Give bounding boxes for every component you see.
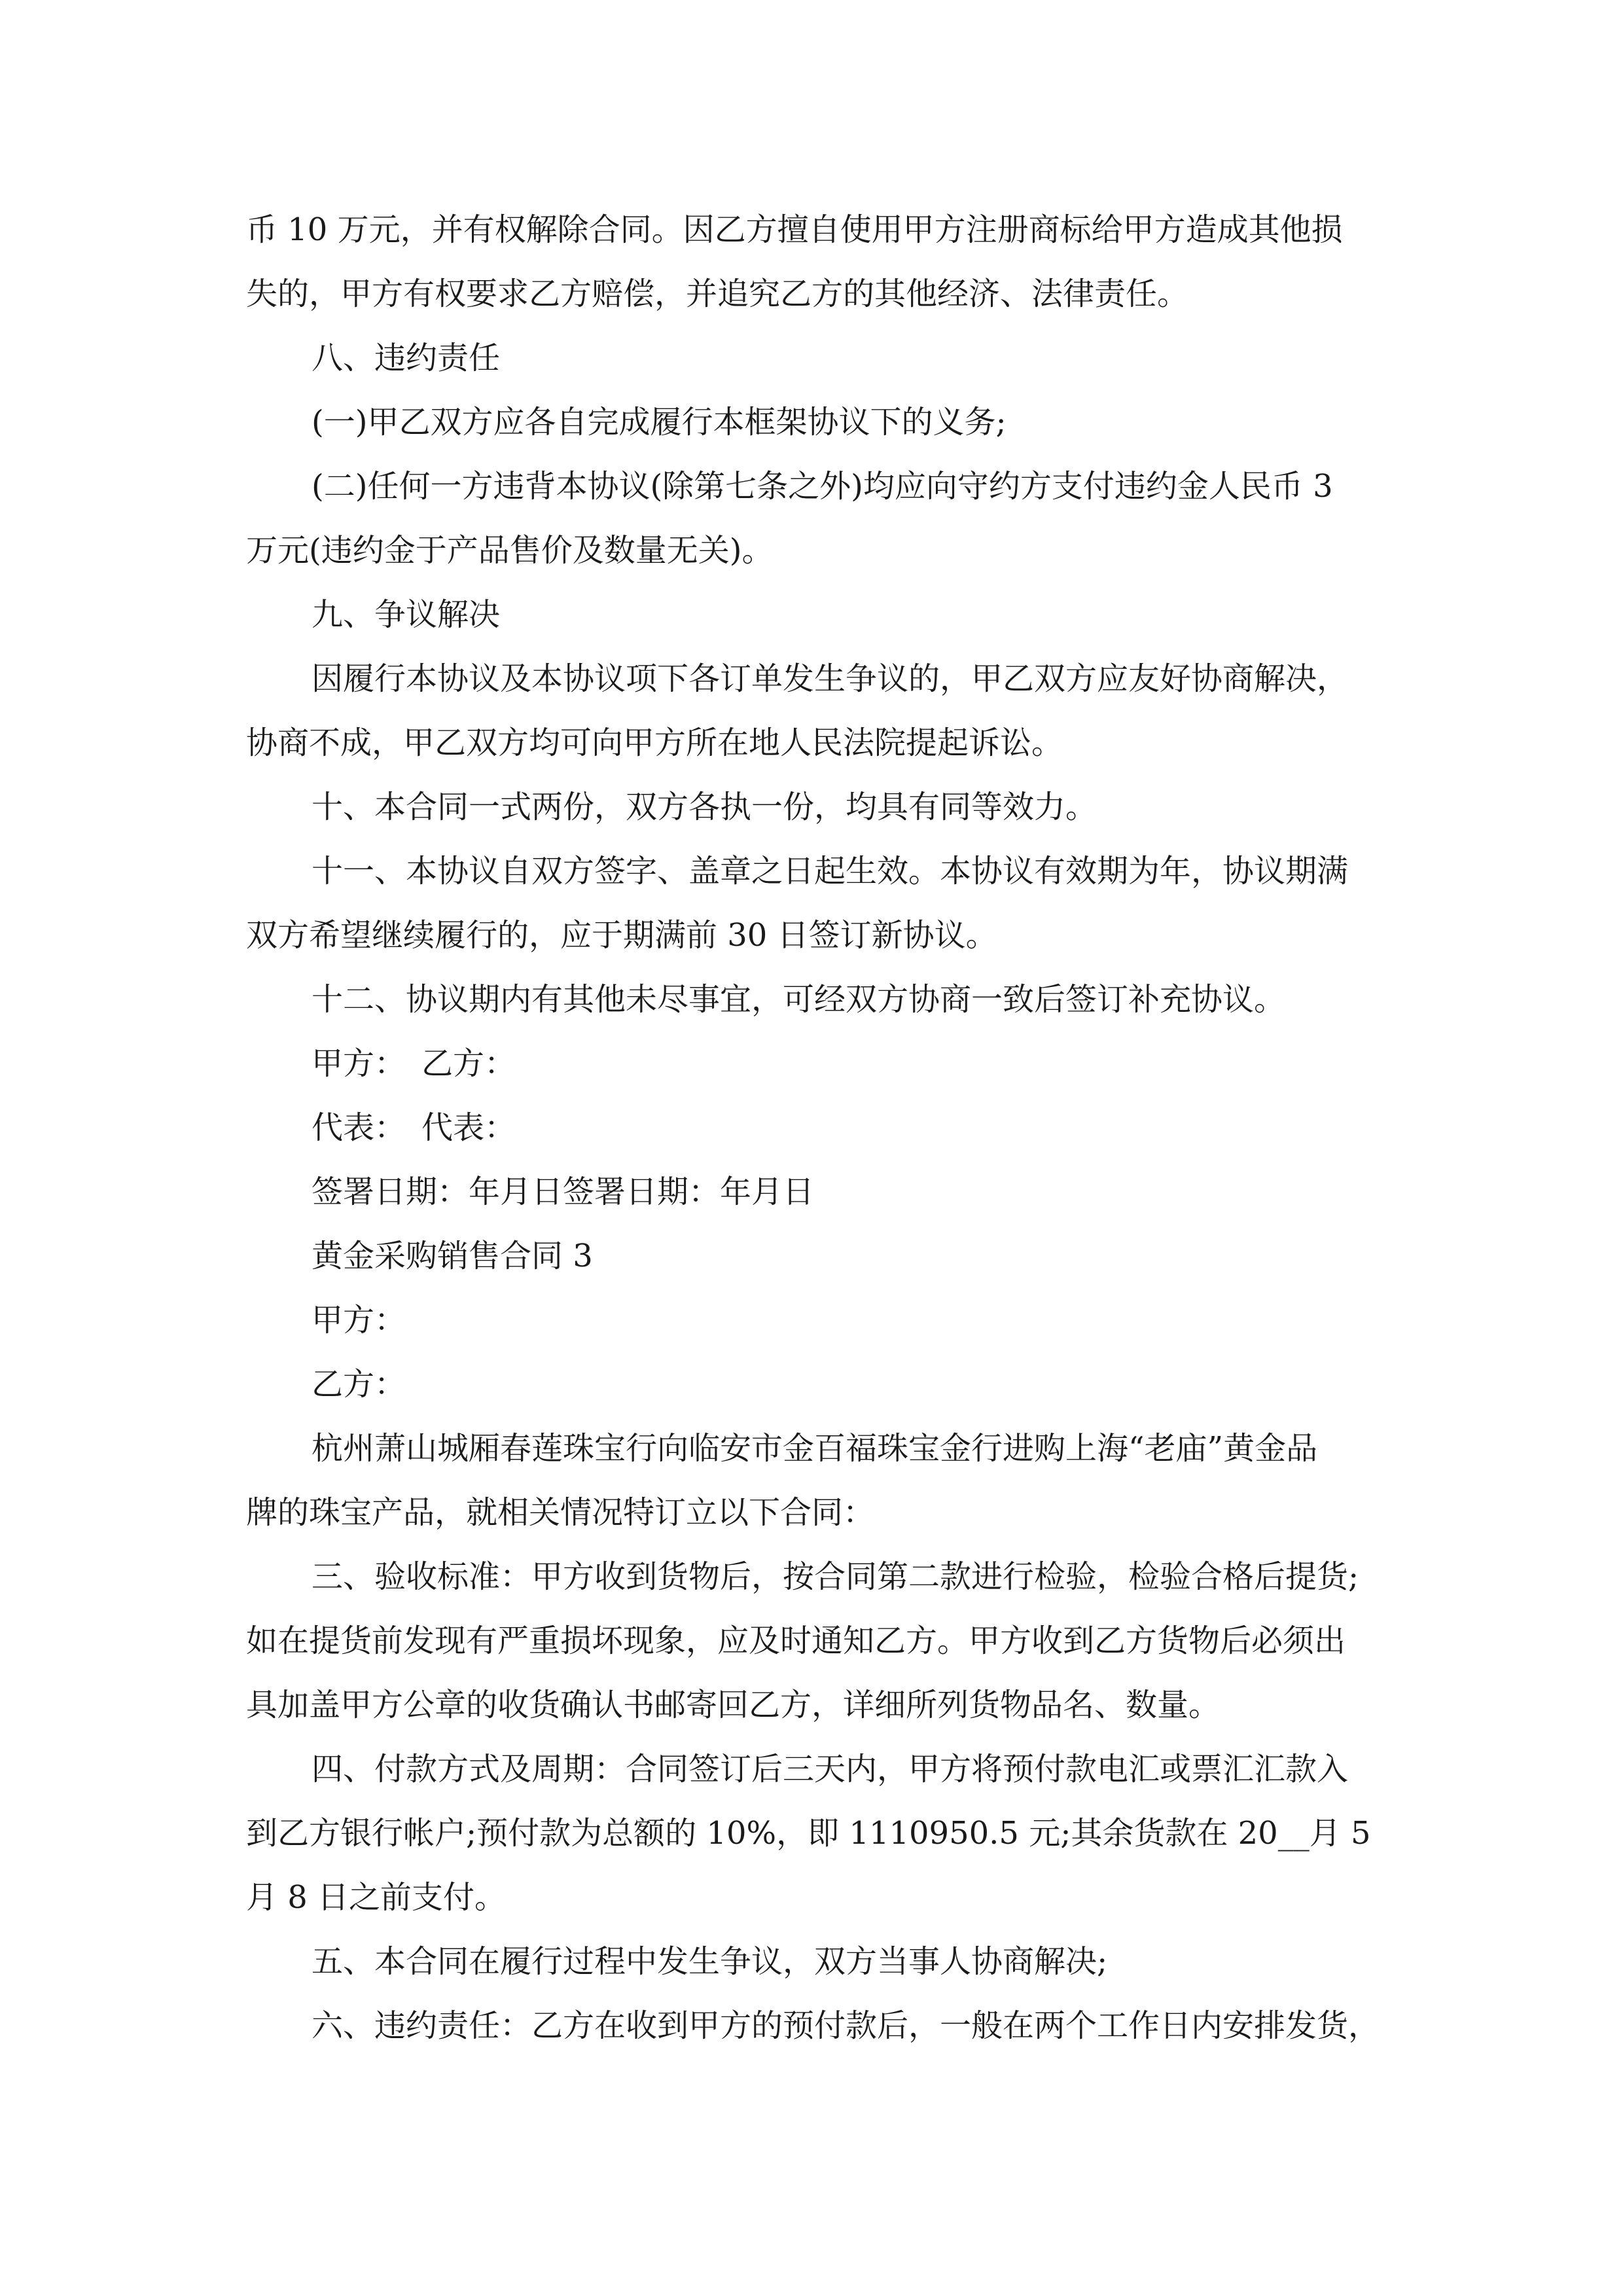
text-line: 十一、本协议自双方签字、盖章之日起生效。本协议有效期为年，协议期满 — [312, 853, 1349, 889]
text-line: 如在提货前发现有严重损坏现象，应及时通知乙方。甲方收到乙方货物后必须出 — [246, 1623, 1346, 1659]
text-line: 杭州萧山城厢春莲珠宝行向临安市金百福珠宝金行进购上海“老庙”黄金品 — [312, 1430, 1318, 1467]
text-line: 双方希望继续履行的，应于期满前 30 日签订新协议。 — [246, 917, 997, 954]
text-line: 币 10 万元，并有权解除合同。因乙方擅自使用甲方注册商标给甲方造成其他损 — [246, 211, 1343, 248]
text-line: 四、付款方式及周期：合同签订后三天内，甲方将预付款电汇或票汇汇款入 — [312, 1751, 1349, 1787]
text-line: 万元(违约金于产品售价及数量无关)。 — [246, 532, 774, 569]
text-line: 协商不成，甲乙双方均可向甲方所在地人民法院提起诉讼。 — [246, 725, 1063, 761]
text-line: (一)甲乙双方应各自完成履行本框架协议下的义务; — [312, 404, 1007, 440]
signature-party-line: 甲方： 乙方： — [312, 1045, 516, 1082]
signature-date-line: 签署日期：年月日签署日期：年月日 — [312, 1174, 815, 1210]
contract-title: 黄金采购销售合同 3 — [312, 1238, 593, 1274]
text-line: 十、本合同一式两份，双方各执一份，均具有同等效力。 — [312, 789, 1097, 825]
text-line: 五、本合同在履行过程中发生争议，双方当事人协商解决; — [312, 1943, 1108, 1980]
party-a-line: 甲方： — [312, 1302, 406, 1338]
text-line: 到乙方银行帐户;预付款为总额的 10%，即 1110950.5 元;其余货款在 20__月 5 — [246, 1815, 1371, 1852]
party-b-line: 乙方： — [312, 1366, 406, 1403]
text-line: 六、违约责任：乙方在收到甲方的预付款后，一般在两个工作日内安排发货， — [312, 2007, 1380, 2044]
document-body — [246, 198, 1378, 2058]
text-line: (二)任何一方违背本协议(除第七条之外)均应向守约方支付违约金人民币 3 — [312, 468, 1333, 505]
signature-representative-line: 代表： 代表： — [312, 1109, 516, 1146]
section-heading: 八、违约责任 — [312, 340, 501, 376]
text-line: 具加盖甲方公章的收货确认书邮寄回乙方，详细所列货物品名、数量。 — [246, 1687, 1221, 1723]
section-heading: 九、争议解决 — [312, 596, 501, 633]
text-line: 月 8 日之前支付。 — [246, 1879, 507, 1916]
text-line: 十二、协议期内有其他未尽事宜，可经双方协商一致后签订补充协议。 — [312, 981, 1286, 1018]
text-line: 因履行本协议及本协议项下各订单发生争议的，甲乙双方应友好协商解决， — [312, 660, 1349, 697]
text-line: 牌的珠宝产品，就相关情况特订立以下合同： — [246, 1494, 875, 1531]
text-line: 失的，甲方有权要求乙方赔偿，并追究乙方的其他经济、法律责任。 — [246, 276, 1189, 312]
text-line: 三、验收标准：甲方收到货物后，按合同第二款进行检验，检验合格后提货; — [312, 1558, 1359, 1595]
